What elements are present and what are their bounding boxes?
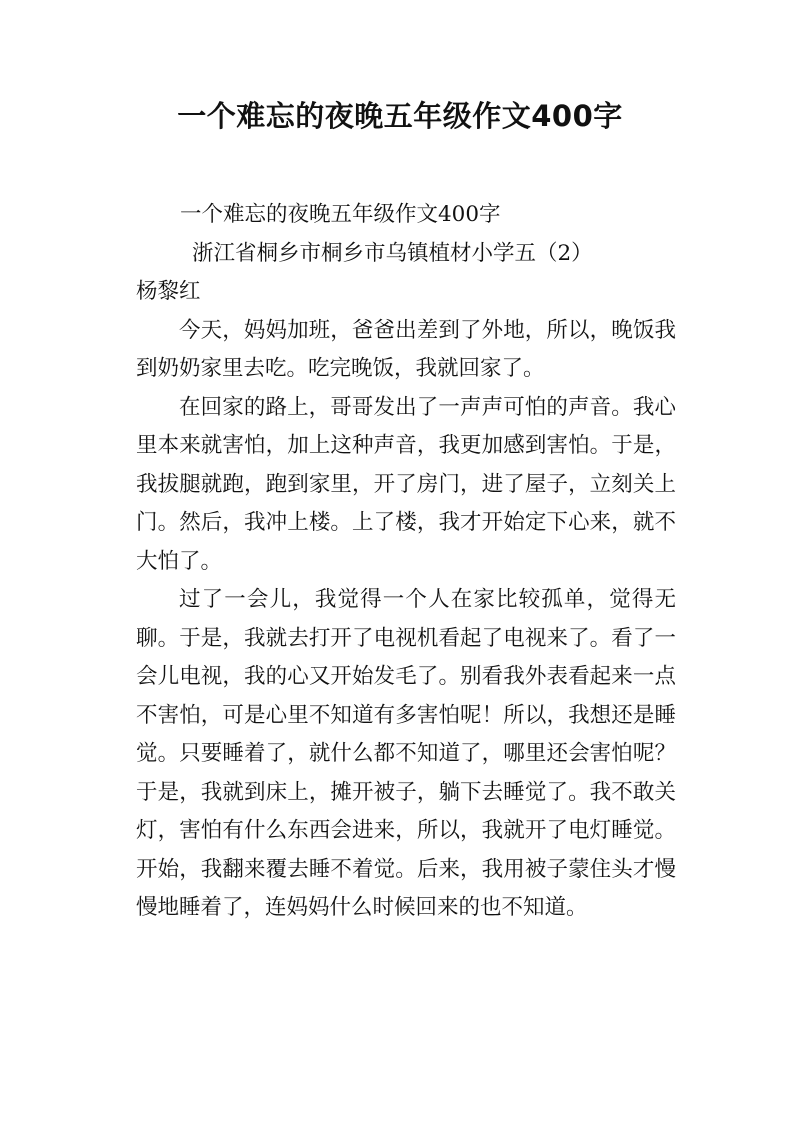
paragraph: 过了一会儿，我觉得一个人在家比较孤单，觉得无聊。于是，我就去打开了电视机看起了电视来了。看了一会儿电视，我的心又开始发毛了。别看我外表看起来一点不害怕，可是心里不知道有多害怕呢！所以，我想还是睡觉。只要睡着了，就什么都不知道了，哪里还会害怕呢？于是，我就到床上，摊开被子，躺下去睡觉了。我不敢关灯，害怕有什么东西会进来，所以，我就开了电灯睡觉。开始，我翻来覆去睡不着觉。后来，我用被子蒙住头才慢慢地睡着了，连妈妈什么时候回来的也不知道。: [136, 587, 676, 920]
article-subtitle: 一个难忘的夜晚五年级作文400字: [180, 202, 501, 227]
paragraph: 今天，妈妈加班，爸爸出差到了外地，所以，晚饭我到奶奶家里去吃。吃完晚饭，我就回家了。: [136, 317, 676, 381]
author-school: 浙江省桐乡市桐乡市乌镇植材小学五（2）: [192, 240, 593, 266]
paragraph: 在回家的路上，哥哥发出了一声声可怕的声音。我心里本来就害怕，加上这种声音，我更加感到害怕。于是，我拔腿就跑，跑到家里，开了房门，进了屋子，立刻关上门。然后，我冲上楼。上了楼，我才开始定下心来，就不大怕了。: [136, 394, 676, 574]
author-name: 杨黎红: [136, 279, 201, 304]
document-title: 一个难忘的夜晚五年级作文400字: [177, 99, 623, 133]
document-body: [136, 196, 676, 928]
